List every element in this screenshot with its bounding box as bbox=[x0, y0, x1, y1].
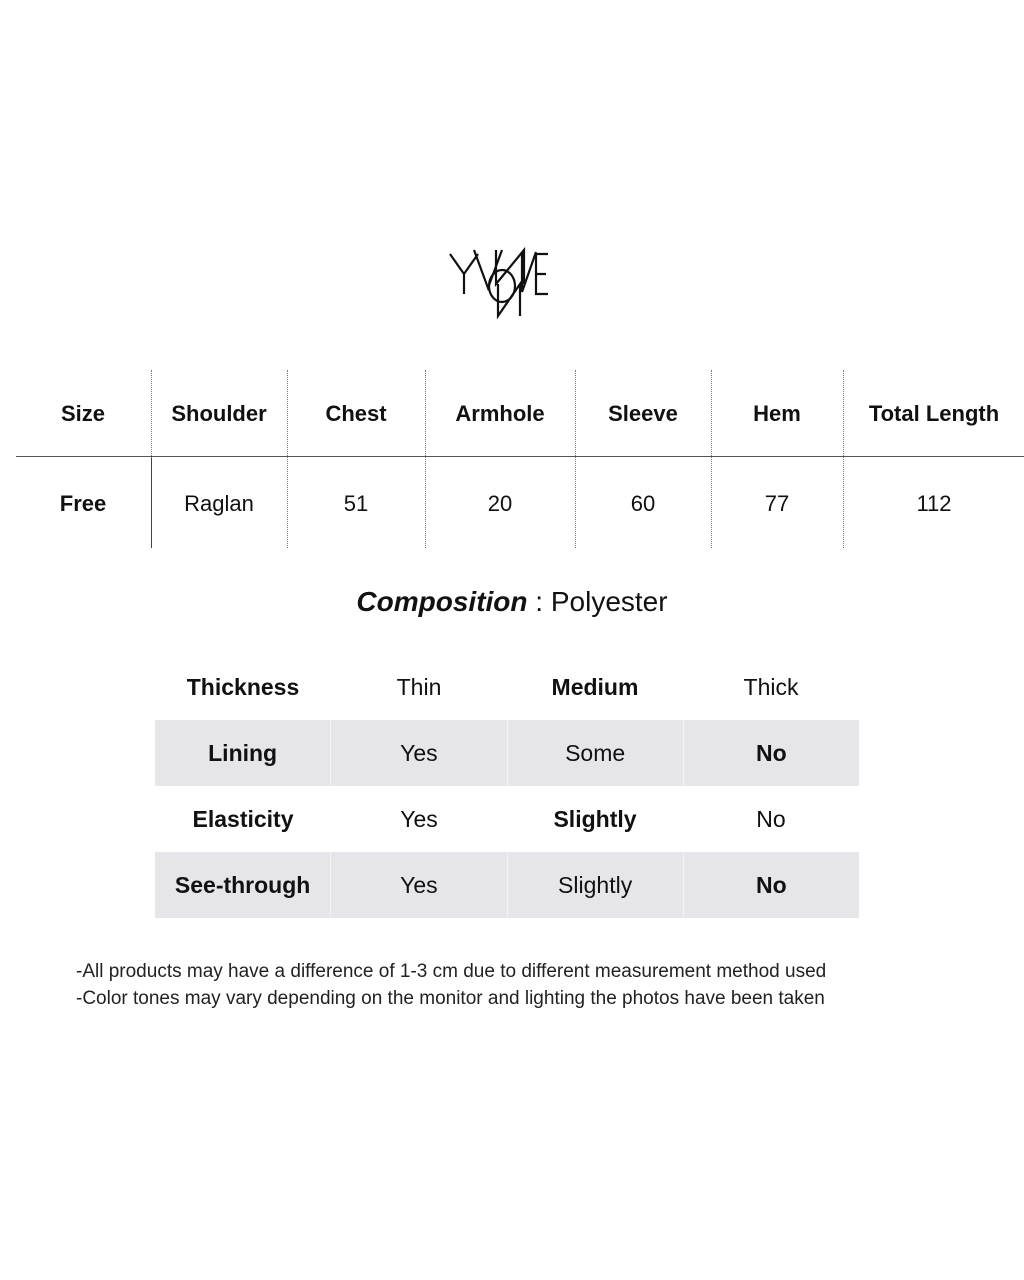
header-size: Size bbox=[60, 401, 106, 426]
notes bbox=[76, 958, 976, 1012]
brand-logo-mark bbox=[436, 238, 586, 328]
note-measurement: -All products may have a difference of 1-3 cm due to different measurement method used bbox=[76, 961, 827, 982]
fabric-property-option: No bbox=[683, 720, 859, 786]
value-sleeve: 60 bbox=[630, 491, 656, 516]
header-total-length: Total Length bbox=[868, 401, 1000, 426]
fabric-property-option: Slightly bbox=[507, 852, 683, 918]
size-table bbox=[16, 370, 1024, 550]
fabric-row bbox=[155, 852, 859, 918]
composition-separator: : bbox=[527, 586, 551, 617]
fabric-property-option: Yes bbox=[400, 805, 438, 832]
fabric-property-option: Medium bbox=[551, 673, 639, 700]
fabric-property-label: See-through bbox=[174, 871, 311, 898]
header-armhole: Armhole bbox=[455, 401, 545, 426]
fabric-property-option: Some bbox=[507, 720, 683, 786]
fabric-property-option: Thin bbox=[396, 673, 442, 700]
composition-line bbox=[0, 580, 1024, 624]
value-armhole: 20 bbox=[487, 491, 513, 516]
column-divider-1 bbox=[151, 370, 152, 458]
fabric-property-label: Lining bbox=[208, 739, 278, 766]
fabric-property-label: Elasticity bbox=[192, 805, 294, 832]
header-sleeve: Sleeve bbox=[608, 401, 678, 426]
composition-label: Composition bbox=[356, 586, 528, 617]
value-chest: 51 bbox=[343, 491, 369, 516]
value-size: Free bbox=[59, 491, 107, 516]
fabric-row bbox=[155, 654, 859, 720]
size-table-header-row bbox=[16, 370, 1024, 458]
brand-logo bbox=[436, 238, 586, 328]
fabric-properties-table bbox=[155, 654, 859, 918]
header-shoulder: Shoulder bbox=[171, 401, 267, 426]
fabric-property-option: Thick bbox=[743, 673, 799, 700]
composition-value: Polyester bbox=[550, 586, 668, 617]
fabric-property-option: Slightly bbox=[553, 805, 637, 832]
fabric-property-label: Thickness bbox=[186, 673, 300, 700]
value-shoulder: Raglan bbox=[184, 491, 254, 516]
value-hem: 77 bbox=[764, 491, 790, 516]
fabric-row bbox=[155, 720, 859, 786]
fabric-property-option: No bbox=[683, 852, 859, 918]
fabric-property-option: Yes bbox=[330, 852, 506, 918]
value-total-length: 112 bbox=[916, 491, 952, 516]
size-table-value-row bbox=[16, 460, 1024, 548]
header-chest: Chest bbox=[325, 401, 387, 426]
fabric-property-option: Yes bbox=[330, 720, 506, 786]
header-hem: Hem bbox=[753, 401, 801, 426]
size-table-divider bbox=[16, 456, 1024, 457]
fabric-row bbox=[155, 786, 859, 852]
note-color-tones: -Color tones may vary depending on the monitor and lighting the photos have been taken bbox=[76, 988, 825, 1009]
fabric-property-option: No bbox=[756, 805, 786, 832]
